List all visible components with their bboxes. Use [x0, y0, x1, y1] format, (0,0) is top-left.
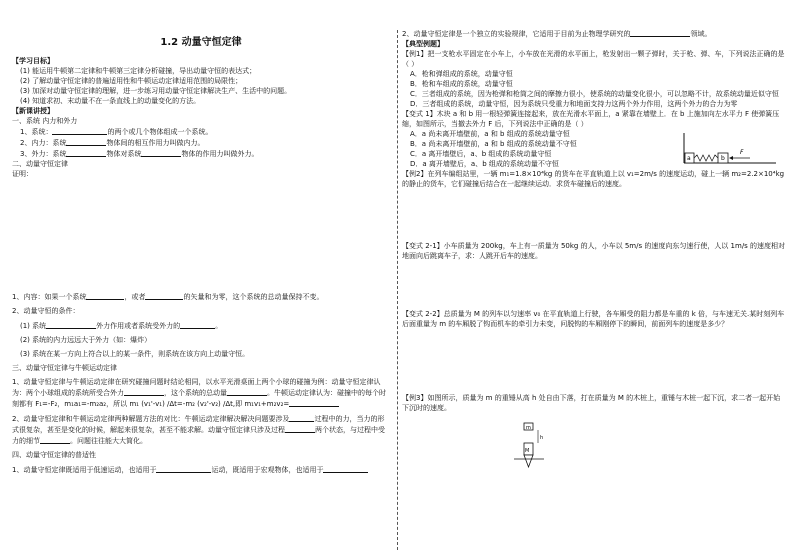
example-1-option: A．枪和弹组成的系统，动量守恒	[410, 70, 513, 78]
section-3-heading: 三、动量守恒定律与牛顿运动定律	[12, 364, 117, 372]
page-title: 1.2 动量守恒定律	[160, 37, 242, 48]
text: ，这个系统的总动量	[164, 389, 227, 397]
text: 物体对系统	[106, 150, 142, 158]
fill-blank[interactable]	[66, 137, 106, 146]
internal-force-definition	[12, 137, 390, 148]
fill-blank[interactable]	[180, 320, 215, 329]
hammer-label: m	[526, 425, 531, 431]
typical-examples-heading: 【典型例题】	[402, 40, 444, 48]
height-label: h	[540, 435, 544, 441]
text: 外力作用或者系统受外力的	[96, 322, 181, 330]
hammer-pile-figure	[510, 421, 550, 473]
content-statement	[12, 291, 390, 302]
block-b-label: b	[721, 155, 725, 162]
answer-space	[402, 329, 786, 393]
answer-space	[402, 261, 786, 309]
goal-item: (2) 了解动量守恒定律的普遍适用性和牛顿运动定律适用范围的局限性；	[20, 77, 243, 85]
right-column	[402, 28, 786, 476]
pile-label: M	[525, 448, 530, 454]
section-3-paragraph-1	[12, 377, 390, 409]
goal-item: (1) 能运用牛顿第二定律和牛顿第三定律分析碰撞，导出动量守恒的表达式；	[20, 67, 257, 75]
column-divider	[397, 30, 398, 550]
proof-label: 证明：	[12, 170, 33, 178]
fill-blank[interactable]	[124, 387, 164, 396]
text: 。问题往往能大大简化。	[70, 437, 147, 445]
text: 过程中的力，当力的形式很复杂，甚至是变化的时候，解起来很复杂，甚至不能求解。动量守恒定律只涉及过程	[12, 415, 385, 434]
text: 1、系统：	[20, 128, 53, 136]
text: 2、内力：系统	[20, 139, 67, 147]
proof-space	[12, 179, 390, 291]
text: 1、动量守恒定律与牛顿运动定律在研究碰撞问题时结论相同，以水平光滑桌面上两个小球的碰撞为例：动量守恒定律认为：两个小球组成的系统所受合外力	[12, 378, 381, 397]
text: 。牛顿运动定律认为：碰撞中的每个时刻都有 F₁=-F₂，m₁a₁=-m₂a₂，所以 m₁ (v₁'-v₁) /Δt=-m₂ (v₂'-v₂) /Δt,即 m₁v₁+m₂v₂=	[12, 389, 386, 408]
fill-blank[interactable]	[227, 387, 267, 396]
fill-blank[interactable]	[40, 435, 70, 444]
variant-2-2: 【变式 2-2】总质量为 M 的列车以匀速率 v₀ 在平直轨道上行驶，各车厢受的阻力都是车重的 k 倍，与车速无关.某时刻列车后面重量为 m 的车厢脱了钩而机车的牵引力未变，问脱钩的车厢刚停下的瞬间，前面列车的速度是多少？	[402, 310, 785, 328]
fill-blank[interactable]	[323, 464, 368, 473]
section-3-paragraph-2	[12, 413, 390, 446]
goal-item: (3) 加深对动量守恒定律的理解，进一步练习用动量守恒定律解决生产、生活中的问题。	[20, 87, 292, 95]
example-1-option: B．枪和车组成的系统，动量守恒	[410, 80, 513, 88]
text: 运动，既适用于宏观物体，也适用于	[211, 466, 324, 474]
text: 的矢量和为零，这个系统的总动量保持不变。	[183, 293, 324, 301]
spring	[694, 155, 718, 161]
applicability-statement	[402, 28, 786, 39]
example-1-option: D．三者组成的系统，动量守恒，因为系统只受重力和地面支持力这两个外力作用，这两个外力的合力为零	[410, 100, 738, 108]
force-label: F	[740, 149, 744, 156]
fill-blank[interactable]	[285, 424, 315, 433]
text: ，或者	[124, 293, 146, 301]
example-3: 【例3】如图所示，质量为 m 的重锤从高 h 处自由下落，打在质量为 M 的木桩上，重锤与木桩一起下沉，求二者一起开始下沉时的速度。	[402, 394, 781, 412]
external-force-definition	[12, 148, 390, 159]
text: 2、动量守恒定律和牛顿运动定律两种解题方法的对比：牛顿运动定律解决解决问题要涉及	[12, 415, 290, 423]
spring-blocks-figure	[680, 129, 780, 169]
text: 2、动量守恒定律是一个独立的实验规律，它适用于目前为止物理学研究的	[402, 30, 631, 38]
text: 1、动量守恒定律既适用于低速运动，也适用于	[12, 466, 157, 474]
fill-blank[interactable]	[52, 126, 107, 135]
section-2-heading: 二、动量守恒定律	[12, 160, 68, 168]
text: 。	[215, 322, 223, 330]
fill-blank[interactable]	[145, 291, 183, 300]
example-1: 【例1】把一支枪水平固定在小车上，小车放在光滑的水平面上，枪发射出一颗子弹时，关于枪、弹、车，下列说法正确的是（ ）	[402, 50, 785, 68]
variant-2-1: 【变式 2-1】小车质量为 200kg，车上有一质量为 50kg 的人，小车以 5m/s 的速度向东匀速行使，人以 1m/s 的速度相对地面向后跳离车子，求：人跳开后车的速度。	[402, 242, 786, 260]
section-4-paragraph-1	[12, 464, 390, 475]
section-4-heading: 四、动量守恒定律的普适性	[12, 451, 96, 459]
text: 1、内容：如果一个系统	[12, 293, 87, 301]
fill-blank[interactable]	[630, 28, 690, 37]
example-1-option: C．三者组成的系统，因为枪弹和枪筒之间的摩擦力很小，使系统的动量变化很小，可以忽略不计，故系统动量近似守恒	[410, 90, 779, 98]
force-arrowhead	[729, 156, 733, 160]
section-1-heading: 一、系统 内力和外力	[12, 117, 78, 125]
text: 两个状态，与过程中受力的细节	[12, 426, 385, 445]
fill-blank[interactable]	[141, 148, 181, 157]
condition-item	[12, 320, 390, 331]
fill-blank[interactable]	[86, 291, 124, 300]
fill-blank[interactable]	[289, 413, 314, 422]
new-lesson-heading: 【新课讲授】	[12, 107, 54, 115]
variant-1-option: D．a 离开墙壁后，a、b 组成的系统动量不守恒	[410, 160, 559, 168]
fill-blank[interactable]	[66, 148, 106, 157]
system-definition	[12, 126, 390, 137]
variant-1-option: B．a 尚未离开墙壁前，a 和 b 组成的系统动量不守恒	[410, 140, 577, 148]
pile-tip	[524, 455, 533, 467]
fill-blank[interactable]	[46, 320, 96, 329]
fill-blank[interactable]	[156, 464, 211, 473]
answer-space	[402, 189, 786, 241]
left-column	[12, 28, 390, 475]
text: 物体的作用力叫做外力。	[181, 150, 259, 158]
text: (1) 系统	[20, 322, 47, 330]
goals-heading: 【学习目标】	[12, 57, 54, 65]
condition-item: (2) 系统的内力远远大于外力（如：爆炸）	[20, 336, 152, 344]
text: 3、外力：系统	[20, 150, 67, 158]
fill-blank[interactable]	[289, 398, 339, 407]
conditions-heading: 2、动量守恒的条件：	[12, 307, 80, 315]
text: 的两个或几个物体组成一个系统。	[107, 128, 213, 136]
goal-item: (4) 知道求初、末动量不在一条直线上的动量变化的方法。	[20, 97, 201, 105]
example-2: 【例2】在列车编组站里，一辆 m₁=1.8×10⁴kg 的货车在平直轨道上以 v₁=2m/s 的速度运动，碰上一辆 m₂=2.2×10⁴kg 的静止的货车，它们碰撞后结合在一起继续运动．求货车碰撞后的速度。	[402, 170, 785, 188]
variant-1-option: A．a 尚未离开墙壁前，a 和 b 组成的系统动量守恒	[410, 130, 570, 138]
variant-1: 【变式 1】木块 a 和 b 用一根轻弹簧连接起来，放在光滑水平面上，a 紧靠在墙壁上．在 b 上施加向左水平力 F 使弹簧压缩，如图所示，当撤去外力 F 后，下列说法中正确的是（ ）	[402, 110, 780, 128]
text: 物体间的相互作用力叫做内力。	[106, 139, 205, 147]
condition-item: (3) 系统在某一方向上符合以上的某一条件，则系统在该方向上动量守恒。	[20, 350, 250, 358]
variant-1-option: C．a 离开墙壁后，a、b 组成的系统动量守恒	[410, 150, 552, 158]
block-a-label: a	[687, 155, 691, 162]
text: 领域。	[690, 30, 712, 38]
